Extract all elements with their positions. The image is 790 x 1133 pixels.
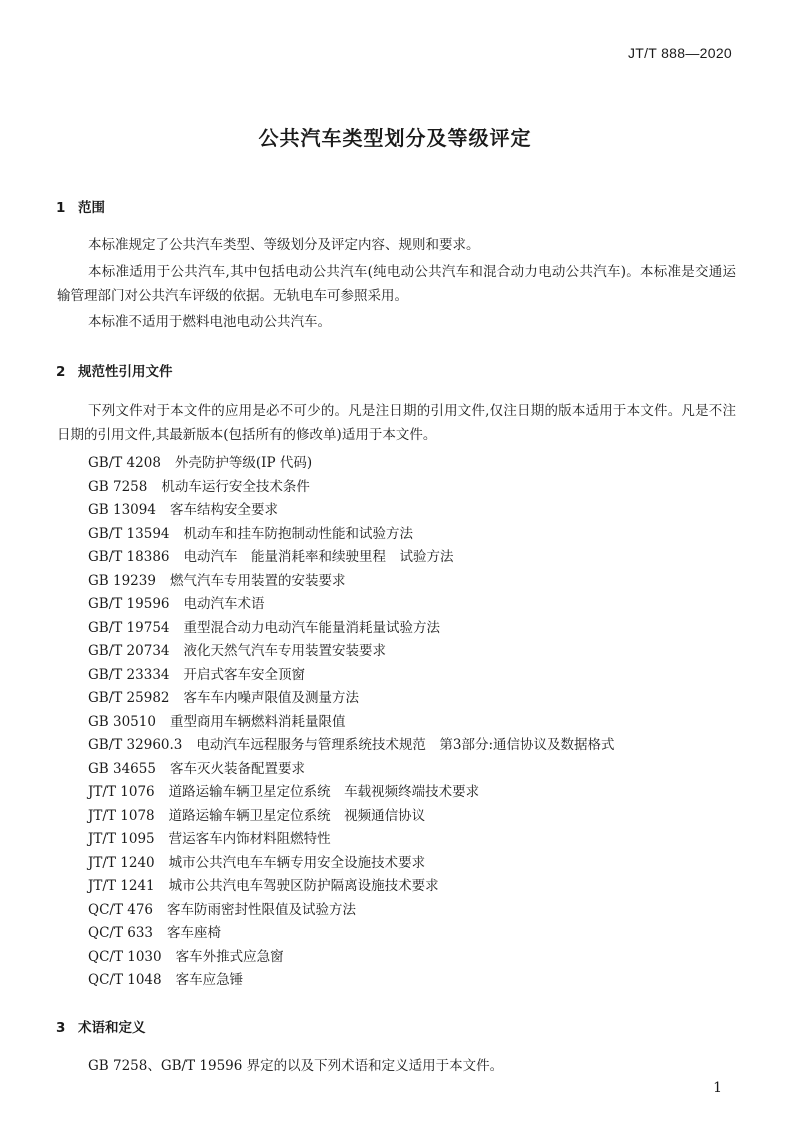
reference-code: GB/T 19754 xyxy=(88,619,170,636)
reference-title: 重型商用车辆燃料消耗量限值 xyxy=(169,713,346,730)
reference-code: GB/T 19596 xyxy=(88,596,170,612)
reference-item xyxy=(88,781,615,805)
reference-code: GB 7258 xyxy=(88,478,148,495)
reference-title: 客车座椅 xyxy=(167,925,222,941)
reference-code: GB/T 32960.3 xyxy=(88,737,183,753)
reference-item xyxy=(88,476,615,500)
section-heading-normative-references xyxy=(56,360,173,380)
reference-title: 城市公共汽电车车辆专用安全设施技术要求 xyxy=(168,854,426,871)
reference-item xyxy=(88,899,615,923)
reference-code: QC/T 1030 xyxy=(88,948,162,965)
reference-item xyxy=(88,570,615,594)
reference-item xyxy=(88,546,615,570)
reference-code: GB 30510 xyxy=(88,713,156,730)
paragraph: GB 7258、GB/T 19596 界定的以及下列术语和定义适用于本文件。 xyxy=(88,1058,504,1074)
reference-code: QC/T 476 xyxy=(88,901,154,918)
reference-title: 道路运输车辆卫星定位系统 车载视频终端技术要求 xyxy=(168,784,480,800)
reference-code: JT/T 1095 xyxy=(88,831,155,847)
reference-item xyxy=(88,593,615,617)
paragraph: 下列文件对于本文件的应用是必不可少的。凡是注日期的引用文件,仅注日期的版本适用于本文件。凡是不注日期的引用文件,其最新版本(包括所有的修改单)适用于本文件。 xyxy=(57,403,736,443)
section-heading-terms-definitions xyxy=(56,1016,146,1036)
standard-code: JT/T 888—2020 xyxy=(627,45,732,61)
reference-item xyxy=(88,523,615,547)
reference-code: GB/T 18386 xyxy=(88,549,170,565)
reference-title: 电动汽车 能量消耗率和续驶里程 试验方法 xyxy=(183,549,454,565)
reference-title: 客车结构安全要求 xyxy=(169,502,278,518)
section-number: 1 xyxy=(56,200,66,216)
reference-code: GB 13094 xyxy=(88,502,156,518)
reference-item xyxy=(88,499,615,523)
reference-item xyxy=(88,922,615,946)
reference-item xyxy=(88,805,615,829)
section-number: 2 xyxy=(56,364,66,380)
section-title: 规范性引用文件 xyxy=(78,364,173,380)
reference-item xyxy=(88,664,615,688)
reference-title: 城市公共汽电车驾驶区防护隔离设施技术要求 xyxy=(168,878,439,894)
section-number: 3 xyxy=(56,1020,66,1036)
reference-item xyxy=(88,687,615,711)
reference-title: 营运客车内饰材料阻燃特性 xyxy=(168,831,331,847)
reference-title: 客车灭火装备配置要求 xyxy=(169,760,305,777)
paragraph: 本标准规定了公共汽车类型、等级划分及评定内容、规则和要求。 xyxy=(88,237,480,253)
reference-code: GB 19239 xyxy=(88,572,156,589)
reference-title: 客车车内噪声限值及测量方法 xyxy=(183,690,359,706)
paragraph: 本标准不适用于燃料电池电动公共汽车。 xyxy=(88,314,331,330)
reference-title: 电动汽车术语 xyxy=(183,596,265,612)
reference-item xyxy=(88,758,615,782)
reference-item xyxy=(88,852,615,876)
reference-item xyxy=(88,969,615,993)
reference-title: 机动车运行安全技术条件 xyxy=(161,478,310,495)
reference-item xyxy=(88,617,615,641)
reference-title: 燃气汽车专用装置的安装要求 xyxy=(169,572,346,589)
page-number: 1 xyxy=(713,1080,722,1096)
reference-title: 道路运输车辆卫星定位系统 视频通信协议 xyxy=(168,807,426,824)
reference-title: 客车应急锤 xyxy=(175,972,244,988)
reference-item xyxy=(88,452,615,476)
reference-code: GB/T 25982 xyxy=(88,690,170,706)
section-title: 范围 xyxy=(78,200,105,216)
reference-item xyxy=(88,875,615,899)
reference-code: JT/T 1241 xyxy=(88,878,155,894)
reference-code: GB/T 4208 xyxy=(88,455,161,471)
reference-code: QC/T 1048 xyxy=(88,972,162,988)
reference-code: GB/T 23334 xyxy=(88,666,170,683)
reference-code: JT/T 1078 xyxy=(88,807,155,824)
reference-title: 客车防雨密封性限值及试验方法 xyxy=(167,901,357,918)
reference-code: GB 34655 xyxy=(88,760,156,777)
reference-title: 重型混合动力电动汽车能量消耗量试验方法 xyxy=(183,619,440,636)
paragraph: 本标准适用于公共汽车,其中包括电动公共汽车(纯电动公共汽车和混合动力电动公共汽车)。本标准是交通运输管理部门对公共汽车评级的依据。无轨电车可参照采用。 xyxy=(57,264,736,304)
section-title: 术语和定义 xyxy=(78,1020,146,1036)
reference-title: 电动汽车远程服务与管理系统技术规范 第3部分:通信协议及数据格式 xyxy=(196,737,615,753)
reference-code: JT/T 1240 xyxy=(88,854,155,871)
reference-item xyxy=(88,946,615,970)
reference-title: 开启式客车安全顶窗 xyxy=(183,666,305,683)
section-heading-scope xyxy=(56,196,105,216)
reference-title: 客车外推式应急窗 xyxy=(175,948,284,965)
reference-code: JT/T 1076 xyxy=(88,784,155,800)
reference-item xyxy=(88,828,615,852)
reference-item xyxy=(88,711,615,735)
reference-code: QC/T 633 xyxy=(88,925,154,941)
reference-title: 外壳防护等级(IP 代码) xyxy=(174,455,313,471)
reference-title: 液化天然气汽车专用装置安装要求 xyxy=(183,643,386,659)
document-title: 公共汽车类型划分及等级评定 xyxy=(258,126,532,150)
reference-code: GB/T 13594 xyxy=(88,525,170,542)
reference-code: GB/T 20734 xyxy=(88,643,170,659)
reference-title: 机动车和挂车防抱制动性能和试验方法 xyxy=(183,525,413,542)
reference-item xyxy=(88,734,615,758)
reference-list xyxy=(88,452,615,993)
reference-item xyxy=(88,640,615,664)
